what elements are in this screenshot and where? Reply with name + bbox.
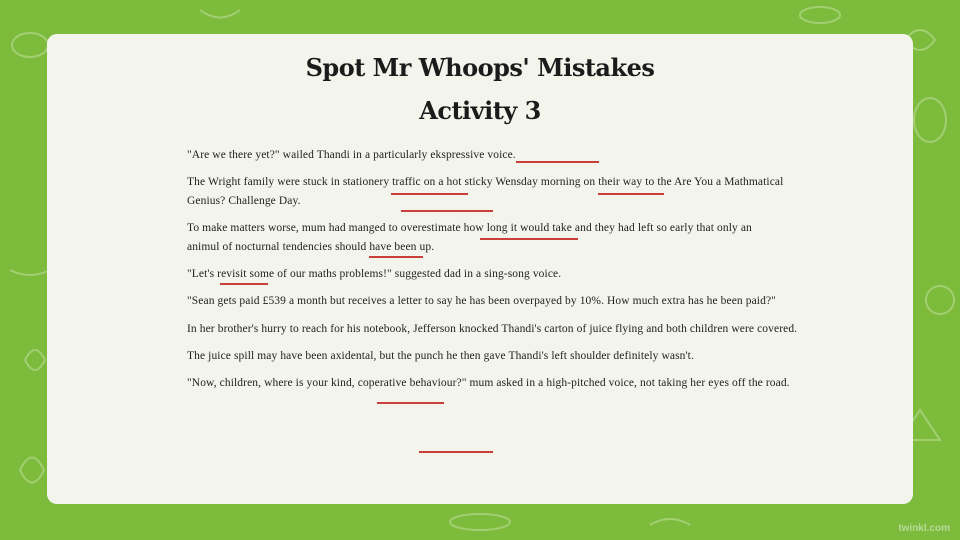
text-line-5: animul of nocturnal tendencies should have been up. [187,241,435,253]
mistake-underline [401,210,493,212]
mistake-underline [377,402,444,404]
activity-title: Spot Mr Whoops' Mistakes [305,53,655,82]
mistake-underline [598,193,664,195]
text-line-9: The juice spill may have been axidental, but the punch he then gave Thandi's left shoulder definitely wasn't. [187,350,694,362]
activity-subtitle: Activity 3 [419,96,541,125]
mistake-underline [480,238,578,240]
text-line-7: "Sean gets paid £539 a month but receives a letter to say he has been overpayed by 10%. How much extra has he been paid?" [187,295,776,307]
mistake-underline [516,161,599,163]
mistake-underline [369,256,423,258]
mistake-underline [220,283,268,285]
twinkl-watermark: twinkl.com [898,523,950,534]
text-line-2: The Wright family were stuck in stationery traffic on a hot sticky Wensday morning on their way to the Are You a Mathmatical [187,176,784,188]
text-line-6: "Let's revisit some of our maths problems!" suggested dad in a sing-song voice. [187,268,562,280]
text-line-10: "Now, children, where is your kind, coperative behaviour?" mum asked in a high-pitched voice, not taking her eyes off the road. [187,377,790,389]
text-line-4: To make matters worse, mum had manged to overestimate how long it would take and they had left so early that only an [187,222,752,234]
mistake-underline [391,193,468,195]
text-line-8: In her brother's hurry to reach for his notebook, Jefferson knocked Thandi's carton of juice flying and both children were covered. [187,323,798,335]
text-line-1: "Are we there yet?" wailed Thandi in a particularly ekspressive voice. [187,149,516,161]
text-line-3: Genius? Challenge Day. [187,195,301,207]
mistake-underline [419,451,493,453]
